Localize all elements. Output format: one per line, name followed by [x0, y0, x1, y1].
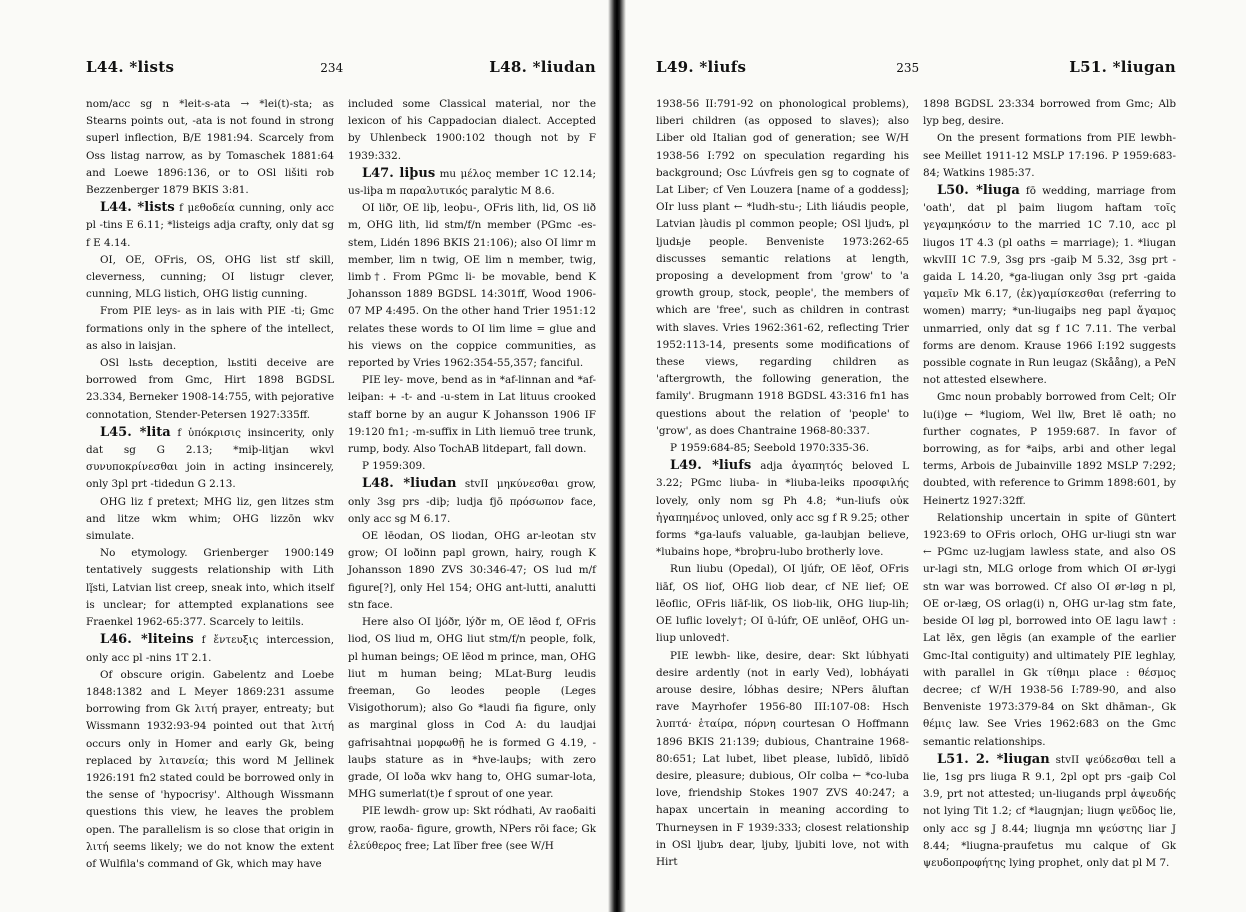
dictionary-entry	[86, 424, 334, 494]
paragraph: 1898 BGDSL 23:334 borrowed from Gmc; Alb lyp beg, desire.	[923, 98, 1176, 128]
entry-lemma: L44. *lists	[100, 200, 175, 216]
paragraph: No etymology. Grienberger 1900:149 tentatively suggests relationship with Lith lį̃sti, Latvian list creep, sneak into, which itself is unclear; for attempted explanations see Fraenkel 1962-65:377. Scarcely to leitils.	[86, 547, 334, 629]
entry-lemma: L47. liþus	[362, 165, 436, 181]
entry-text: f μεθοδεία cunning, only acc pl -tins E 6.11; *listeigs adja crafty, only dat sg f E 4.14.	[86, 202, 334, 249]
head-left-entry: L49. *liufs	[656, 58, 747, 76]
paragraph: On the present formations from PIE lewbh- see Meillet 1911-12 MSLP 17:196. P 1959:683-84; Watkins 1985:37.	[923, 132, 1176, 179]
running-head-left	[86, 58, 596, 84]
entry-text: fō wedding, marriage from 'oath', dat pl þaim liugom haftam τοῖς γεγαμηκόσιν to the married 1C 7.10, acc pl liugos 1T 4.3 (pl oaths = marriage); 1. *liugan wkvIII 1C 7.9, 3sg prs -gaiþ M 5.32, 3sg prt -gaida L 14.20, *ga-liugan only 3sg prt -gaida γαμεῖν Mk 6.17, (ἐκ)γαμίσκεσθαι (referring to women) marry; *un-liugaiþs neg papl ἄγαμος unmarried, only dat sg f 1C 7.11. The verbal forms are denom. Krause 1966 I:192 suggests possible cognate in Run leugaz (Skåång), a PeN not attested elsewhere.	[923, 185, 1176, 387]
paragraph: OI liðr, OE liþ, leoþu-, OFris lith, lid, OS lið m, OHG lith, lid stm/f/n member (PGmc -es-stem, Lidén 1896 BKIS 21:106); also OI limr m member, lim n twig, OE lim n member, twig, limb†. From PGmc li- be movable, bend K Johansson 1889 BGDSL 14:301ff, Wood 1906-07 MP 4:495. On the other hand Trier 1951:12 relates these words to OI lim lime = glue and his views on the coppice communities, as reported by Vries 1962:354-55,357; fanciful.	[348, 202, 596, 370]
right-page	[622, 0, 1246, 912]
paragraph: PIE lewdh- grow up: Skt ródhati, Av raoδaiti grow, raoδa- figure, growth, NPers rōi face; Gk ἐλεύθερος free; Lat līber free (see W/H	[348, 805, 596, 852]
dictionary-entry	[348, 165, 596, 200]
paragraph: Here also OI ljóðr, lýðr m, OE lēod f, OFris liod, OS liud m, OHG liut stm/f/n people, folk, pl human beings; OE lēod m prince, man, OHG liut m human being; MLat-Burg leudis freeman, Go leodes people (Leges Visigothorum); also Go *laudi fia figure, only as marginal gloss in Cod A: du laudjai gafrisahtnai μορφωθῇ he is formed G 4.19, -lauþs stature as in *hve-lauþs; with zero grade, OI loða wkv hang to, OHG sumar-lota, MHG sumerlat(t)e f sprout of one year.	[348, 616, 596, 801]
dictionary-entry	[923, 182, 1176, 389]
paragraph: Of obscure origin. Gabelentz and Loebe 1848:1382 and L Meyer 1869:231 assume borrowing from Gk λιτή prayer, entreaty; but Wissmann 1932:93-94 pointed out that λιτή occurs only in Homer and early Gk, being replaced by λιτανεία; this word M Jellinek 1926:191 fn2 stated could be borrowed only in the sense of 'hypocrisy'. Although Wissmann questions this view, he leaves the problem open. The parallelism is so close that origin in λιτή seems likely; we do not know the extent of Wulfila's command of Gk, which may have	[86, 668, 334, 870]
entry-text: f ὑπόκρισις insincerity, only dat sg G 2.13; *miþ-litjan wkvl συνυποκρίνεσθαι join in acting insincerely, only 3pl prt -tidedun G 2.13.	[86, 426, 334, 491]
paragraph: included some Classical material, nor the lexicon of his Cappadocian dialect. Accepted by Uhlenbeck 1900:102 though not by F 1939:332.	[348, 98, 596, 162]
page-number: 235	[896, 61, 920, 75]
head-left-entry: L44. *lists	[86, 58, 175, 76]
head-right-entry: L48. *liudan	[489, 58, 596, 76]
paragraph: Relationship uncertain in spite of Güntert 1923:69 to OFris orloch, OHG ur-liugi stn war ← PGmc uz-lugjam lawless state, and also OS ur-lagi stn, MLG orloge from which OI ør-lygi stn war was borrowed. Cf also OI ør-løg n pl, OE or-læg, OS orlag(i) n, OHG ur-lag stm fate, beside OI løg pl, borrowed into OE lagu law† : Lat lēx, gen lēgis (an example of the earlier Gmc-Ital contiguity) and ultimately PIE leghlay, with parallel in Gk τίθημι place : θέσμος decree; cf W/H 1938-56 I:789-90, and also Benveniste 1973:379-84 on Skt dhāman-, Gk θέμις law. See Vries 1962:683 on the Gmc semantic relationships.	[923, 511, 1176, 748]
paragraph: OI, OE, OFris, OS, OHG list stf skill, cleverness, cunning; OI listugr clever, cunning, MLG listich, OHG listig cunning.	[86, 253, 334, 301]
entry-text: stvII ψεύδεσθαι tell a lie, 1sg prs liuga R 9.1, 2pl opt prs -gaiþ Col 3.9, prt not attested; un-liugands prpl ἀψευδής not lying Tit 1.2; cf *laugnjan; liugn ψεῦδος lie, only acc sg J 8.44; liugnja mn ψεύστης liar J 8.44; *liugna-praufetus mu calque of Gk ψευδοπροφήτης lying prophet, only dat pl M 7.	[923, 753, 1176, 869]
paragraph: 1938-56 II:791-92 on phonological problems), liberi children (as opposed to slaves); also Liber old Italian god of generation; see W/H 1938-56 I:792 on speculation regarding his background; Osc Lúvfreis gen sg to cognate of Lat Liber; cf Ven Louzera [name of a goddess]; OIr luss plant ← *ludh-stu-; Lith liáudis people, Latvian ļàudis pl common people; OSl ljudъ, pl ljudьje people. Benveniste 1973:262-65 discusses semantic relations at length, proposing a development from 'grow' to 'a growth group, stock, people', the members of which are 'free', such as children in contrast with slaves. Vries 1962:361-62, reflecting Trier 1952:113-14, presents some modifications of these views, regarding children as 'aftergrowth, the following generation, the family'. Brugmann 1918 BGDSL 43:316 fn1 has questions about the relation of 'people' to 'grow', as does Chantraine 1968-80:337.	[656, 98, 909, 437]
entry-lemma: L46. *liteins	[100, 632, 194, 648]
paragraph: OSl lьstь deception, lьstiti deceive are borrowed from Gmc, Hirt 1898 BGDSL 23.334, Berneker 1908-14:755, with pejorative connotation, Stender-Petersen 1927:335ff.	[86, 357, 334, 421]
dictionary-entry	[86, 631, 334, 666]
entry-text: stvII μηκύνεσθαι grow, only 3sg prs -diþ; ludja fjō πρόσωπον face, only acc sg M 6.17.	[348, 478, 596, 525]
entry-lemma: L45. *lita	[100, 424, 171, 440]
paragraph: P 1959:684-85; Seebold 1970:335-36.	[670, 442, 870, 455]
dictionary-entry	[86, 199, 334, 252]
column-2	[348, 96, 596, 873]
dictionary-entry	[656, 457, 909, 561]
paragraph: PIE ley- move, bend as in *af-linnan and *af-leiþan: + -t- and -u-stem in Lat lituus crooked staff borne by an augur K Johansson 1906 IF 19:120 fn1; -m-suffix in Lith liemuõ tree trunk, rump, body. Also TochAB litdepart, fall down.	[348, 374, 596, 456]
gutter-shadow	[616, 30, 619, 890]
paragraph: Gmc noun probably borrowed from Celt; OIr lu(i)ge ← *lugiom, Wel llw, Bret lē oath; no further cognates, P 1959:687. In favor of borrowing, as for *aiþs, arbi and other legal terms, Arbois de Jubainville 1892 MSLP 7:292; doubted, with reference to Grimm 1898:601, by Heinertz 1927:32ff.	[923, 391, 1176, 507]
entry-text: f ἔντευξις intercession, only acc pl -nins 1T 2.1.	[86, 634, 334, 664]
running-head-right	[656, 58, 1176, 84]
column-1	[656, 96, 909, 872]
entry-text: adja ἀγαπητός beloved L 3.22; PGmc liuba- in *liuba-leiks προσφιλής lovely, only nom sg Ph 4.8; *un-liufs οὐκ ἠγαπημένος unloved, only acc sg f R 9.25; other forms *ga-laufs valuable, ga-laubjan believe, *lubains hope, *broþru-lubo brotherly love.	[656, 460, 909, 559]
paragraph: PIE lewbh- like, desire, dear: Skt lúbhyati desire ardently (not in early Ved), lobháyati arouse desire, lóbhas desire; NPers āluftan rave Mayrhofer 1956-80 III:107-08: Hsch λυπτά· ἑταίρα, πόρνη courtesan O Hoffmann 1896 BKIS 21:139; dubious, Chantraine 1968-80:651; Lat lubet, libet please, lubīdō, libīdō desire, pleasure; dubious, OIr colba ← *co-luba love, friendship Stokes 1907 ZVS 40:247; a hapax uncertain in meaning according to Thurneysen in F 1939:333; closest relationship in OSl ljubъ dear, ljuby, ljubiti love, not with Hirt	[656, 649, 909, 868]
head-right-entry: L51. *liugan	[1069, 58, 1176, 76]
entry-lemma: L51. 2. *liugan	[937, 751, 1050, 767]
entry-lemma: L48. *liudan	[362, 476, 457, 492]
column-1	[86, 96, 334, 873]
entry-lemma: L50. *liuga	[937, 183, 1020, 199]
paragraph: nom/acc sg n *leit-s-ata → *lei(t)-sta; as Stearns points out, -ata is not found in strong superl inflection, B/E 1981:94. Scarcely from Oss listag narrow, as by Tomaschek 1881:64 and Loewe 1896:136, or to OSl lišiti rob Bezzenberger 1879 BKIS 3:81.	[86, 98, 334, 197]
paragraph: OE lēodan, OS liodan, OHG ar-leotan stv grow; OI loðinn papl grown, hairy, rough K Johansson 1890 ZVS 30:346-47; OS lud m/f figure[?], only Hel 154; OHG ant-lutti, analutti stn face.	[348, 530, 596, 611]
entry-text: mu μέλος member 1C 12.14; us-liþa m παραλυτικός paralytic M 8.6.	[348, 167, 596, 198]
paragraph: OHG liz f pretext; MHG liz, gen litzes stm and litze wkm whim; OHG lizzōn wkv simulate.	[86, 495, 334, 543]
entry-lemma: L49. *liufs	[670, 458, 752, 474]
page-number: 234	[320, 61, 344, 75]
two-column-body	[656, 96, 1176, 872]
paragraph: From PIE leys- as in lais with PIE -ti; Gmc formations only in the sphere of the intellect, as also in laisjan.	[86, 305, 334, 352]
column-2	[923, 96, 1176, 872]
paragraph: Run liubu (Opedal), OI ljúfr, OE lēof, OFris liāf, OS liof, OHG liob dear, cf NE lief; OE lēoflic, OFris liāf-lik, OS liob-lik, OHG liup-lih; OE luflic lovely†; OI ū-lúfr, OE unlēof, OHG un-liup unloved†.	[656, 563, 909, 645]
paragraph: P 1959:309.	[362, 460, 426, 473]
dictionary-entry	[923, 751, 1176, 872]
dictionary-entry	[348, 475, 596, 528]
two-column-body	[86, 96, 596, 873]
left-page	[0, 0, 612, 912]
